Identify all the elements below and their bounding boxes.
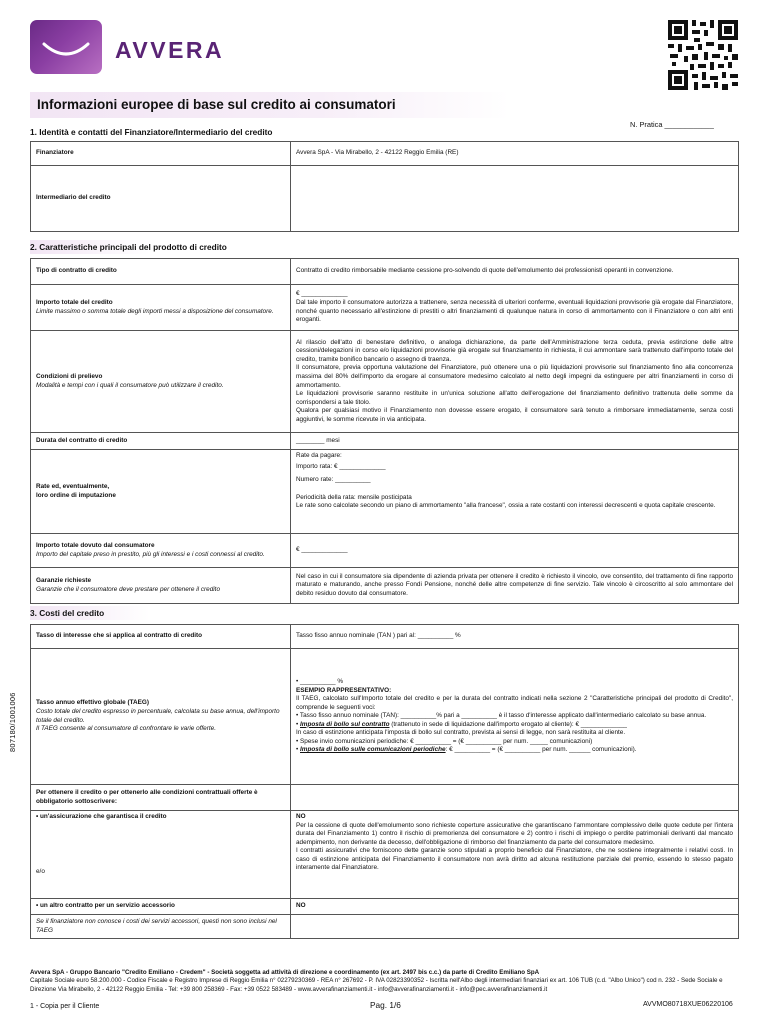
tasso-interesse-label: Tasso di interesse che si applica al contratto di credito: [36, 632, 203, 640]
servizio-accessorio-no: NO: [291, 899, 739, 915]
importo-rata: Importo rata: € _____________: [296, 462, 386, 470]
condizioni-prelievo-label: Condizioni di prelievo: [36, 372, 103, 380]
condizioni-p1: Al rilascio dell'atto di benestare definitivo, o analoga dichiarazione, da parte dell'Amministrazione terza ceduta, previa estinzione delle altre cessioni/delegazioni in corso e/o liquidazioni provvisorie già erogate sul finanziamento in richiesta, il cui ammontare sarà trattenuto dall'importo totale del credito, tramite bonifico bancario o assegno di traenza.: [296, 338, 733, 363]
durata-label: Durata del contratto di credito: [36, 436, 128, 444]
garanzie-sub: Garanzie che il consumatore deve prestare per ottenere il credito: [36, 585, 221, 593]
table-row: [31, 625, 739, 649]
table-row: [31, 785, 739, 811]
section-1-title: 1. Identità e contatti del Finanziatore/Intermediario del credito: [30, 127, 273, 137]
estinzione-anticipata-note: In caso di estinzione anticipata l'imposta di bollo sul contratto, prevista ai sensi di legge, non sarà restituita al cliente.: [296, 729, 626, 737]
taeg-tan: • Tasso fisso annuo nominale (TAN): __________% pari a __________ è il tasso d'interesse applicato dall'intermediario calcolato su base annua.: [296, 712, 707, 720]
garanzie-value: Nel caso in cui il consumatore sia dipendente di azienda privata per ottenere il credito è richiesto il vincolo, ove consentito, del trattamento di fine rapporto maturato e maturando, anche presso Fondi Pensione, nonché delle altre competenze di fine servizio. Tale vincolo è circoscritto al solo ammontare del debito residuo dovuto dal consumatore.: [291, 568, 739, 604]
garanzie-label: Garanzie richieste: [36, 576, 92, 584]
tipo-contratto-value: Contratto di credito rimborsabile mediante cessione pro-solvendo di quote dell'emolumento dei professionisti operanti in convenzione.: [291, 259, 739, 285]
table-row: [31, 166, 739, 232]
imposta-bollo-contratto-label: Imposta di bollo sul contratto: [300, 720, 390, 728]
footer-line-1: Avvera SpA - Gruppo Bancario "Credito Emiliano - Credem" - Società soggetta ad attività di direzione e coordinamento (ex art. 2497 bis c.c.) da parte di Credito Emiliano SpA: [30, 969, 540, 976]
importo-dovuto-value: € _____________: [291, 534, 739, 568]
pratica-number: N. Pratica ____________: [630, 120, 714, 129]
imposta-bollo-contratto-value: (trattenuto in sede di liquidazione dall'importo erogato al cliente): € _____________: [389, 720, 627, 728]
table-row: [31, 433, 739, 450]
section-2-table: [30, 258, 739, 604]
imposta-bollo-comunicazioni-value: : € __________ = (€ __________ per num. ______ comunicazioni).: [445, 746, 637, 754]
servizio-accessorio-label: • un altro contratto per un servizio accessorio: [36, 902, 175, 910]
e-o-label: e/o: [36, 867, 45, 875]
table-row: [31, 259, 739, 285]
condizioni-p3: Le liquidazioni provvisorie saranno restituite in un'unica soluzione all'atto dell'erogazione del finanziamento definitivo trattenuta delle somme da corrispondersi a tale titolo.: [296, 390, 733, 406]
section-1-table: [30, 141, 739, 232]
page-number: Pag. 1/6: [370, 1000, 401, 1010]
copy-label: 1 - Copia per il Cliente: [30, 1003, 100, 1010]
taeg-sub-1: Costo totale del credito espresso in percentuale, calcolata su base annua, dell'importo totale del credito.: [36, 707, 280, 724]
table-row: [31, 899, 739, 915]
taeg-label: Tasso annuo effettivo globale (TAEG): [36, 699, 150, 707]
finanziatore-label: Finanziatore: [36, 149, 74, 157]
table-row: [31, 285, 739, 331]
table-row: [31, 915, 739, 939]
table-row: [31, 534, 739, 568]
numero-rate: Numero rate: __________: [296, 476, 371, 484]
intermediario-label: Intermediario del credito: [36, 194, 111, 202]
tipo-contratto-label: Tipo di contratto di credito: [36, 267, 117, 275]
taeg-value: • __________ %: [296, 678, 344, 686]
section-3-title: 3. Costi del credito: [30, 608, 105, 618]
footer-legal: [30, 969, 742, 994]
tasso-interesse-value: Tasso fisso annuo nominale (TAN ) pari al: __________ %: [291, 625, 739, 649]
qr-code-icon: [668, 20, 738, 90]
esempio-rappresentativo: ESEMPIO RAPPRESENTATIVO:: [296, 686, 392, 694]
condizioni-p4: Qualora per qualsiasi motivo il Finanziamento non dovesse essere erogato, il consumatore sarà tenuto a rimborsare immediatamente, senza costi aggiuntivi, le somme ricevute in via anticipata.: [296, 407, 733, 423]
durata-value: ________ mesi: [291, 433, 739, 450]
imposta-bollo-comunicazioni-label: Imposta di bollo sulle comunicazioni periodiche: [300, 746, 446, 754]
section-3-table: [30, 624, 739, 939]
servizi-accessori-note: Se il finanziatore non conosce i costi dei servizi accessori, questi non sono inclusi nel TAEG: [36, 917, 277, 934]
assicurazione-no: NO: [296, 813, 306, 820]
table-row: [31, 142, 739, 166]
intermediario-value: [291, 166, 739, 232]
assicurazione-p1: Per la cessione di quote dell'emolumento sono richieste coperture assicurative che garantiscano l'ammontare complessivo delle quote cedute per l'intera durata del Finanziamento 1) contro il rischio di premorienza del consumatore e 2) contro i rischi di impiego o perdite patrimoniali derivanti dal mancato adempimento, non derivante da decesso, dell'obbligazione di rimborso del finanziamento da parte del consumatore medesimo.: [296, 821, 733, 846]
assicurazione-label: • un'assicurazione che garantisca il credito: [36, 813, 167, 820]
importo-dovuto-sub: Importo del capitale preso in prestito, più gli interessi e i costi connessi al credito.: [36, 550, 265, 558]
importo-totale-sub: Limite massimo o somma totale degli importi messi a disposizione del consumatore.: [36, 307, 274, 315]
footer-line-2: Capitale Sociale euro 58.200.000 - Codice Fiscale e Registro Imprese di Reggio Emilia n° 02279230369 - REA n° 267692 - P. IVA 02823390352 - Iscritta nell'Albo degli intermediari finanziari ex art. 106 TUB (c.d. "Albo Unico") cod n. 232 - Sede Sociale e Direzione Via Mirabello, 2 - 42122 Reggio Emilia - Tel: +39 800 258369 - Fax: +39 0522 583489 - www.avverafinanziamenti.it - info@avverafinanziamenti.it - info@pec.avverafinanziamenti.it: [30, 977, 723, 993]
table-row: [31, 450, 739, 534]
table-row: [31, 331, 739, 433]
document-code: AVVMO80718XUE06220106: [643, 1001, 733, 1008]
table-row: [31, 568, 739, 604]
spese-comunicazioni: • Spese invio comunicazioni periodiche: € __________ = (€ __________ per num. _____ comunicazioni): [296, 737, 593, 745]
rate-da-pagare: Rate da pagare:: [296, 452, 342, 459]
avvera-logo-mark: [30, 20, 102, 74]
condizioni-p2: Il consumatore, previa opportuna valutazione del Finanziatore, può ottenere una o più liquidazioni provvisorie sul finanziamento fino alla concorrenza massima del 80% dell'importo da erogare al consumatore medesimo calcolato al netto degli impegni da estinguere per altri finanziamenti in corso di ammortamento.: [296, 364, 733, 389]
table-row: Tasso annuo effettivo globale (TAEG) Costo totale del credito espresso in percentuale, calcolata su base annua, dell'importo totale del credito. Il TAEG consente al consumatore di confrontare le varie offerte. • __________ % ESEMPIO RAPPRESENTATIVO: Il TAEG, calcolato sull'Importo totale del credito e per la durata del contratto indicati nella sezione 2 "Caratteristiche principali del prodotto di Credito", comprende le seguenti voci: • Tasso fisso annuo nominale (TAN): __________% pari a __________ è il tasso d'interesse applicato dall'intermediario calcolato su base annua. • Imposta di bollo sul contratto (trattenuto in sede di liquidazione dall'importo erogato al cliente): € _____________ In caso di estinzione anticipata l'imposta di bollo sul contratto, prevista ai sensi di legge, non sarà restituita al cliente. • Spese invio comunicazioni periodiche: € __________ = (€ __________ per num. _____ comunicazioni) • Imposta di bollo sulle comunicazioni periodiche: € __________ = (€ __________ per num. ______ comunicazioni).: [31, 649, 739, 785]
table-row: [31, 811, 739, 899]
importo-totale-label: Importo totale del credito: [36, 298, 113, 306]
document-title: Informazioni europee di base sul credito ai consumatori: [37, 97, 396, 112]
condizioni-prelievo-sub: Modalità e tempi con i quali il consumatore può utilizzare il credito.: [36, 381, 224, 389]
periodicita-rata: Periodicità della rata: mensile posticipata: [296, 493, 412, 501]
obbligatorio-label: Per ottenere il credito o per ottenerlo alle condizioni contrattuali offerte è obbligatorio sottoscrivere:: [36, 788, 258, 805]
importo-dovuto-label: Importo totale dovuto dal consumatore: [36, 541, 155, 549]
finanziatore-value: Avvera SpA - Via Mirabello, 2 - 42122 Reggio Emilia (RE): [291, 142, 739, 166]
brand-name: AVVERA: [115, 37, 225, 63]
piano-ammortamento: Le rate sono calcolate secondo un piano di ammortamento "alla francese", ossia a rate costanti con interessi decrescenti e quota capitale crescente.: [296, 502, 716, 510]
importo-totale-amount: € _____________: [296, 290, 348, 298]
importo-totale-note: Dal tale importo il consumatore autorizza a trattenere, senza necessità di ulteriori conferme, eventuali liquidazioni provvisorie già erogate dal Finanziatore, nonché quanto necessario all'estinzione di prestiti o altri finanziamenti di qualunque natura in corso di ammortamento con il Finanziatore o con altri enti eroganti.: [296, 298, 733, 324]
rate-label-2: loro ordine di imputazione: [36, 491, 116, 499]
rate-label: Rate ed, eventualmente,: [36, 482, 110, 490]
section-2-title: 2. Caratteristiche principali del prodotto di credito: [30, 242, 227, 252]
taeg-descrizione: Il TAEG, calcolato sull'Importo totale del credito e per la durata del contratto indicati nella sezione 2 "Caratteristiche principali del prodotto di Credito", comprende le seguenti voci:: [296, 695, 733, 711]
taeg-sub-2: Il TAEG consente al consumatore di confrontare le varie offerte.: [36, 725, 216, 733]
side-code: 807180/1001006: [8, 692, 17, 752]
assicurazione-p2: I contratti assicurativi che forniscono dette garanzie sono stipulati a proprio beneficio dal Finanziatore, che ne sostiene integralmente i relativi costi. In caso di estinzione anticipata del Finanziamento il consumatore non avrà diritto ad alcuna restituzione parziale del premio, essendo lo stesso pagato interamente dal Finanziatore.: [296, 847, 733, 872]
